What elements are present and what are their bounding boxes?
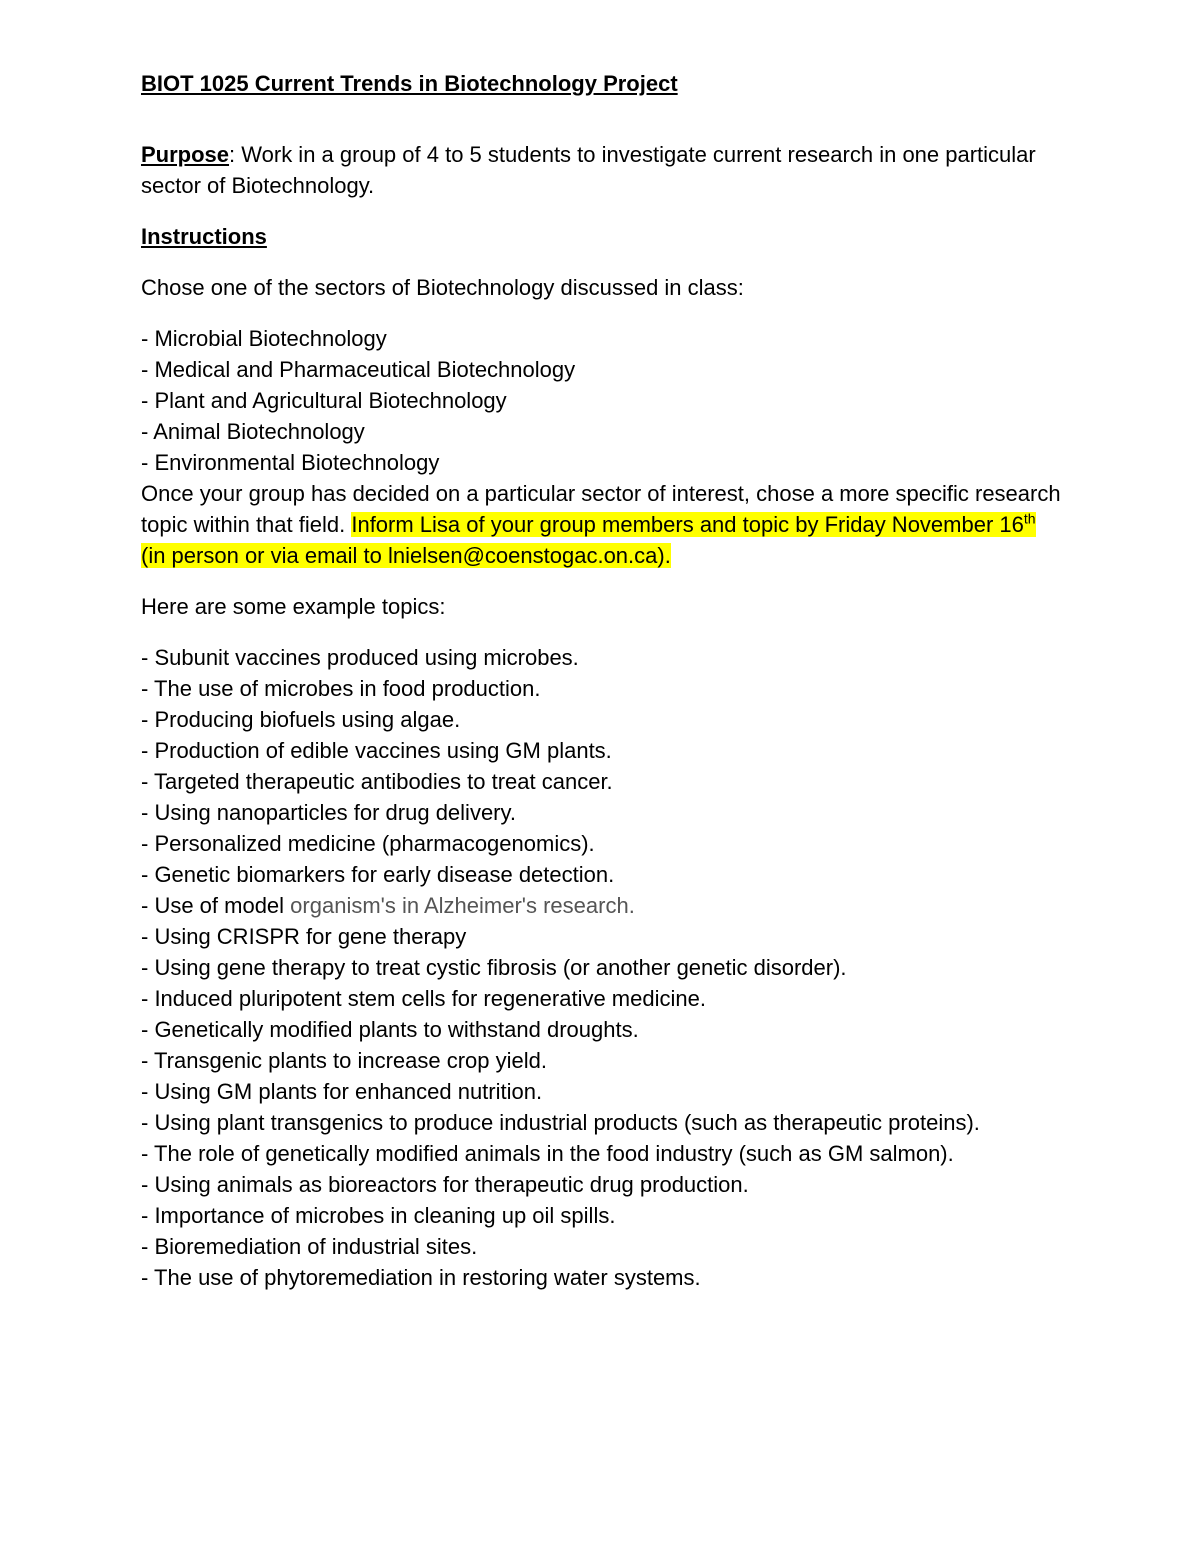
topic-item: - Using GM plants for enhanced nutrition. — [141, 1079, 543, 1104]
topic-item: - Using plant transgenics to produce industrial products (such as therapeutic proteins). — [141, 1110, 980, 1135]
topic-item: - Genetically modified plants to withstand droughts. — [141, 1017, 639, 1042]
purpose-paragraph — [141, 139, 1061, 201]
topic-alzheimer-grey: organism's in Alzheimer's research. — [290, 893, 635, 918]
document-title: BIOT 1025 Current Trends in Biotechnology Project — [141, 71, 678, 96]
topic-item: - Using gene therapy to treat cystic fibrosis (or another genetic disorder). — [141, 955, 847, 980]
topic-item — [141, 890, 1061, 921]
sector-item: - Environmental Biotechnology — [141, 450, 440, 475]
topic-item: - The use of phytoremediation in restoring water systems. — [141, 1265, 701, 1290]
deadline-text-part2: (in person or via email to lnielsen@coenstogac.on.ca). — [141, 543, 671, 568]
topic-item: - Using animals as bioreactors for therapeutic drug production. — [141, 1172, 749, 1197]
topic-item: - Transgenic plants to increase crop yield. — [141, 1048, 547, 1073]
topic-alzheimer-main: - Use of model — [141, 893, 291, 918]
topic-item: - Genetic biomarkers for early disease detection. — [141, 862, 615, 887]
sector-item: - Microbial Biotechnology — [141, 326, 387, 351]
date-ordinal-suffix: th — [1023, 510, 1036, 527]
sector-item: - Medical and Pharmaceutical Biotechnology — [141, 357, 576, 382]
topic-item: - Production of edible vaccines using GM plants. — [141, 738, 612, 763]
sector-list — [141, 323, 1061, 478]
topic-choice-paragraph — [141, 478, 1061, 571]
topic-item: - The role of genetically modified animals in the food industry (such as GM salmon). — [141, 1141, 954, 1166]
topic-item: - Importance of microbes in cleaning up oil spills. — [141, 1203, 616, 1228]
sector-item: - Plant and Agricultural Biotechnology — [141, 388, 507, 413]
topic-item: - Subunit vaccines produced using microbes. — [141, 645, 579, 670]
chose-sector-line: Chose one of the sectors of Biotechnology discussed in class: — [141, 275, 744, 300]
sector-item: - Animal Biotechnology — [141, 419, 365, 444]
topic-item: - Induced pluripotent stem cells for regenerative medicine. — [141, 986, 706, 1011]
topic-item: - The use of microbes in food production. — [141, 676, 541, 701]
topic-item: - Producing biofuels using algae. — [141, 707, 461, 732]
example-topics-list — [141, 642, 1061, 1293]
purpose-label: Purpose — [141, 142, 230, 167]
topic-item: - Using CRISPR for gene therapy — [141, 924, 467, 949]
topic-item: - Targeted therapeutic antibodies to treat cancer. — [141, 769, 613, 794]
purpose-text: Work in a group of 4 to 5 students to investigate current research in one particular sector of Biotechnology. — [141, 142, 1036, 198]
topic-item: - Personalized medicine (pharmacogenomics). — [141, 831, 595, 856]
purpose-colon: : — [229, 142, 236, 167]
deadline-text-part1: Inform Lisa of your group members and topic by Friday November 16 — [351, 512, 1024, 537]
document-page — [141, 68, 1061, 1293]
topic-item: - Using nanoparticles for drug delivery. — [141, 800, 516, 825]
examples-intro: Here are some example topics: — [141, 594, 446, 619]
instructions-heading: Instructions — [141, 224, 267, 249]
topic-choice-text: Once your group has decided on a particular sector of interest, chose a more specific research topic within that field. — [141, 481, 1061, 537]
topic-item: - Bioremediation of industrial sites. — [141, 1234, 478, 1259]
